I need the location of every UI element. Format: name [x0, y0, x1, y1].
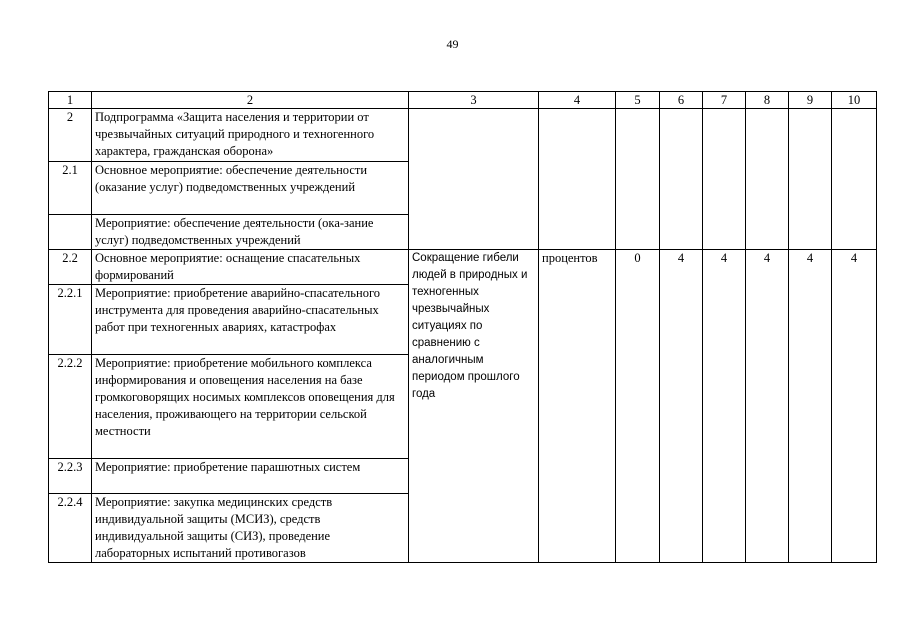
- indicator-value: 4: [703, 250, 746, 563]
- header-cell: 4: [539, 92, 616, 109]
- row-number: 2.2.1: [49, 285, 92, 355]
- indicator-value: 4: [789, 250, 832, 563]
- empty-cell: [789, 109, 832, 250]
- row-text: Основное мероприятие: обеспечение деятельности (оказание услуг) подведомственных учреждений: [92, 162, 409, 215]
- row-text: Мероприятие: обеспечение деятельности (ока-зание услуг) подведомственных учреждений: [92, 215, 409, 250]
- row-text: Мероприятие: приобретение аварийно-спасательного инструмента для проведения аварийно-спасательных работ при техногенных авариях, катастрофах: [92, 285, 409, 355]
- program-table: [48, 91, 877, 563]
- header-cell: 7: [703, 92, 746, 109]
- row-number: 2.2.3: [49, 459, 92, 494]
- header-cell: 5: [616, 92, 660, 109]
- row-number: 2: [49, 109, 92, 162]
- table-row: [49, 109, 877, 162]
- header-cell: 2: [92, 92, 409, 109]
- empty-cell: [409, 109, 539, 250]
- row-text: Мероприятие: приобретение парашютных систем: [92, 459, 409, 494]
- row-text: Мероприятие: закупка медицинских средств индивидуальной защиты (МСИЗ), средств индивидуальной защиты (СИЗ), проведение лабораторных испытаний противогазов: [92, 494, 409, 563]
- indicator-value: 0: [616, 250, 660, 563]
- table-row: [49, 250, 877, 285]
- empty-cell: [660, 109, 703, 250]
- indicator-name: Сокращение гибели людей в природных и техногенных чрезвычайных ситуациях по сравнению с аналогичным периодом прошлого года: [409, 250, 539, 563]
- row-text: Мероприятие: приобретение мобильного комплекса информирования и оповещения населения на базе громкоговорящих носимых комплексов оповещения для населения, проживающего на территории сельской местности: [92, 355, 409, 459]
- indicator-value: 4: [832, 250, 877, 563]
- indicator-value: 4: [660, 250, 703, 563]
- header-cell: 1: [49, 92, 92, 109]
- header-cell: 6: [660, 92, 703, 109]
- header-cell: 10: [832, 92, 877, 109]
- empty-cell: [746, 109, 789, 250]
- empty-cell: [703, 109, 746, 250]
- row-number: [49, 215, 92, 250]
- table-header-row: [49, 92, 877, 109]
- header-cell: 9: [789, 92, 832, 109]
- indicator-value: 4: [746, 250, 789, 563]
- page-number: 49: [446, 37, 459, 51]
- row-number: 2.2.2: [49, 355, 92, 459]
- header-cell: 3: [409, 92, 539, 109]
- row-text: Подпрограмма «Защита населения и территории от чрезвычайных ситуаций природного и техногенного характера, гражданская оборона»: [92, 109, 409, 162]
- empty-cell: [832, 109, 877, 250]
- empty-cell: [616, 109, 660, 250]
- indicator-unit: процентов: [539, 250, 616, 563]
- row-number: 2.1: [49, 162, 92, 215]
- row-text: Основное мероприятие: оснащение спасательных формирований: [92, 250, 409, 285]
- empty-cell: [539, 109, 616, 250]
- row-number: 2.2.4: [49, 494, 92, 563]
- header-cell: 8: [746, 92, 789, 109]
- row-number: 2.2: [49, 250, 92, 285]
